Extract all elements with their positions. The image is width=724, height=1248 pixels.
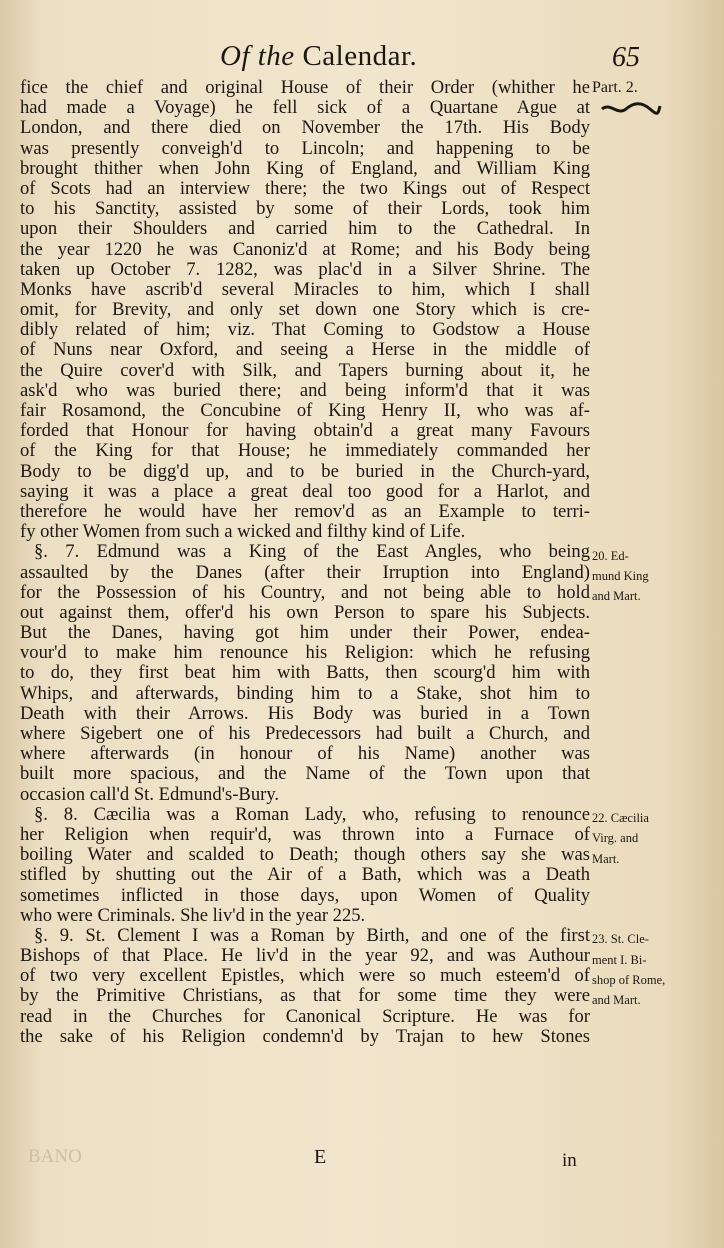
text-line: omit, for Brevity, and only set down one Story which is cre-	[20, 299, 590, 321]
text-line: was presently conveigh'd to Lincoln; and happening to be	[20, 137, 590, 159]
text-line: who were Criminals. She liv'd in the year 225.	[20, 904, 366, 926]
margin-note: ment I. Bi-	[592, 952, 647, 967]
text-line: of Scots had an interview there; the two Kings out of Respect	[20, 177, 590, 199]
text-line: therefore he would have her remov'd as an Example to terri-	[20, 500, 590, 522]
signature-mark: E	[314, 1146, 327, 1168]
text-line: fair Rosamond, the Concubine of King Henry II, who was af-	[20, 400, 590, 421]
text-line: brought thither when John King of England, and William King	[20, 157, 590, 179]
text-line: to his Sanctity, assisted by some of their Lords, took him	[20, 198, 590, 220]
text-line: upon their Shoulders and carried him to the Cathedral. In	[20, 218, 590, 240]
text-line: boiling Water and scalded to Death; though others say she was	[20, 844, 590, 866]
margin-note: 20. Ed-	[592, 548, 629, 563]
page-header	[0, 40, 724, 74]
text-line: Monks have ascrib'd several Miracles to him, which I shall	[20, 278, 590, 300]
text-line: forded that Honour for having obtain'd a great many Favours	[20, 420, 590, 442]
text-line: the sake of his Religion condemn'd by Trajan to hew Stones	[20, 1025, 590, 1047]
text-line: saying it was a place a great deal too good for a Harlot, and	[20, 480, 590, 502]
text-line: had made a Voyage) he fell sick of a Quartane Ague at	[20, 97, 590, 119]
text-line: vour'd to make him renounce his Religion: which he refusing	[20, 642, 590, 664]
margin-note: and Mart.	[592, 993, 641, 1007]
running-title-italic: Of the	[220, 40, 295, 72]
text-line: read in the Churches for Canonical Scripture. He was for	[20, 1005, 590, 1027]
running-title	[220, 40, 417, 73]
bleed-through-text: BANO	[28, 1146, 82, 1167]
text-line: Body to be digg'd up, and to be buried in the Church-yard,	[20, 460, 590, 482]
text-line: §. 9. St. Clement I was a Roman by Birth, and one of the first	[34, 924, 590, 946]
text-line: §. 8. Cæcilia was a Roman Lady, who, refusing to renounce	[34, 803, 590, 825]
text-line: London, and there died on November the 17th. His Body	[20, 117, 590, 139]
text-line: of the King for that House; he immediately commanded her	[20, 440, 590, 462]
text-line: the Quire cover'd with Silk, and Tapers burning about it, he	[20, 359, 590, 381]
running-title-roman: Calendar.	[302, 40, 418, 72]
margin-note: 22. Cæcilia	[592, 811, 649, 826]
text-line: Whips, and afterwards, binding him to a Stake, shot him to	[20, 682, 590, 704]
text-line: assaulted by the Danes (after their Irruption into England)	[20, 561, 590, 583]
body-text	[20, 78, 590, 1047]
margin-note: 23. St. Cle-	[592, 932, 649, 947]
text-line: to do, they first beat him with Batts, then scourg'd him with	[20, 662, 590, 684]
margin-note: Mart.	[592, 851, 620, 866]
text-line: of Nuns near Oxford, and seeing a Herse in the middle of	[20, 339, 590, 361]
text-line: where Sigebert one of his Predecessors had built a Church, and	[20, 723, 590, 744]
text-line: dibly related of him; viz. That Coming to Godstow a House	[20, 319, 590, 341]
text-line: her Religion when requir'd, was thrown into a Furnace of	[20, 823, 590, 845]
text-line: Death with their Arrows. His Body was buried in a Town	[20, 702, 590, 724]
text-line: sometimes inflicted in those days, upon Women of Quality	[20, 884, 590, 906]
text-line: fice the chief and original House of their Order (whither he	[20, 77, 590, 98]
margin-note: Part. 2.	[592, 79, 638, 96]
margin-note: shop of Rome,	[592, 972, 666, 987]
text-line: occasion call'd St. Edmund's-Bury.	[20, 783, 280, 805]
margin-note: Virg. and	[592, 831, 639, 846]
text-line: But the Danes, having got him under their Power, endea-	[20, 622, 590, 644]
text-line: where afterwards (in honour of his Name) another was	[20, 743, 590, 765]
text-line: fy other Women from such a wicked and filthy kind of Life.	[20, 521, 466, 543]
text-line: of two very excellent Epistles, which were so much esteem'd of	[20, 965, 590, 987]
text-line: by the Primitive Christians, as that for some time they were	[20, 985, 590, 1007]
margin-note: mund King	[592, 568, 649, 583]
text-line: taken up October 7. 1282, was plac'd in a Silver Shrine. The	[20, 258, 590, 280]
catchword: in	[562, 1150, 577, 1171]
margin-note: and Mart.	[592, 589, 641, 603]
text-line: built more spacious, and the Name of the Town upon that	[20, 763, 590, 785]
text-line: for the Possession of his Country, and not being able to hold	[20, 581, 590, 603]
ornament-flourish-icon	[600, 100, 662, 118]
text-line: stifled by shutting out the Air of a Bath, which was a Death	[20, 864, 590, 886]
text-line: §. 7. Edmund was a King of the East Angles, who being	[34, 541, 590, 563]
text-line: Bishops of that Place. He liv'd in the year 92, and was Authour	[20, 945, 590, 967]
text-line: ask'd who was buried there; and being inform'd that it was	[20, 379, 590, 401]
page-number: 65	[612, 42, 640, 73]
text-line: out against them, offer'd his own Person to spare his Subjects.	[20, 601, 590, 623]
text-line: the year 1220 he was Canoniz'd at Rome; and his Body being	[20, 238, 590, 260]
